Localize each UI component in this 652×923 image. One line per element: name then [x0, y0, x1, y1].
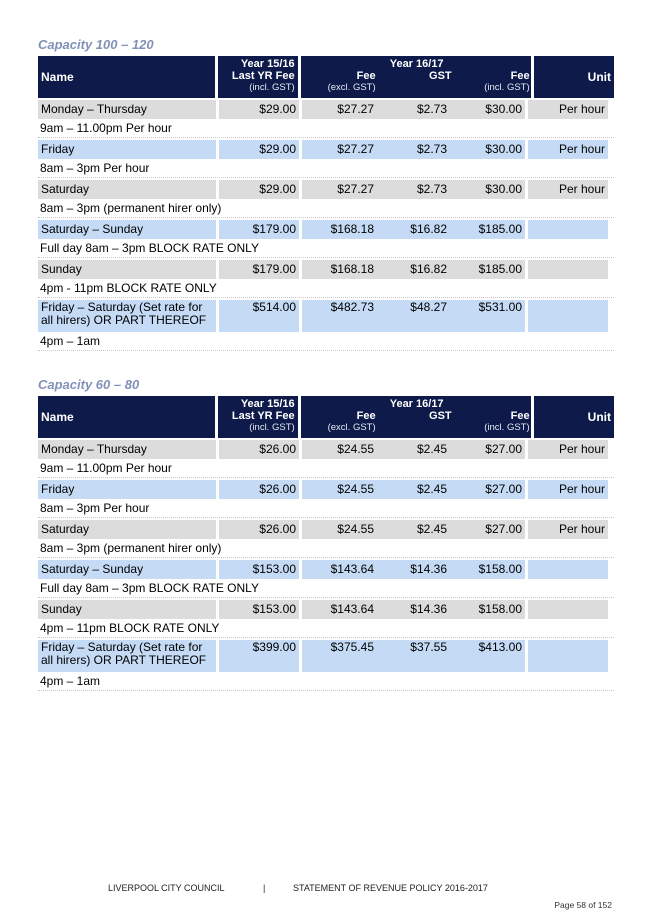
cell-name: Saturday: [38, 180, 216, 199]
cell-gst: $16.82: [377, 220, 450, 239]
table-row: [38, 140, 614, 159]
row-note: Full day 8am – 3pm BLOCK RATE ONLY: [38, 239, 614, 258]
cell-name: Monday – Thursday: [38, 440, 216, 459]
table-header: [38, 56, 614, 98]
cell-name: Sunday: [38, 260, 216, 279]
cell-last-yr-fee: $26.00: [219, 520, 299, 539]
header-year-16-17: Year 16/17 Fee (excl. GST) GST Fee (incl. GST): [301, 396, 532, 438]
cell-unit: Per hour: [528, 480, 608, 499]
cell-last-yr-fee: $29.00: [219, 180, 299, 199]
cell-gst: $2.45: [377, 520, 450, 539]
cell-fee-excl-gst: $168.18: [302, 220, 377, 239]
cell-fee-incl-gst: $158.00: [450, 600, 525, 619]
cell-last-yr-fee: $26.00: [219, 440, 299, 459]
cell-fee-incl-gst: $27.00: [450, 520, 525, 539]
cell-unit: Per hour: [528, 100, 608, 119]
row-note: Full day 8am – 3pm BLOCK RATE ONLY: [38, 579, 614, 598]
row-note: 8am – 3pm Per hour: [38, 159, 614, 178]
table-row: [38, 100, 614, 119]
section-capacity-100-120: [38, 36, 614, 351]
cell-fee-excl-gst: $24.55: [302, 440, 377, 459]
cell-unit: Per hour: [528, 140, 608, 159]
cell-unit: [528, 300, 608, 332]
table-row: [38, 260, 614, 279]
cell-fee-incl-gst: $158.00: [450, 560, 525, 579]
cell-gst: $14.36: [377, 560, 450, 579]
section-title: Capacity 100 – 120: [38, 37, 154, 52]
cell-unit: [528, 220, 608, 239]
cell-gst: $2.73: [377, 140, 450, 159]
table-row: [38, 220, 614, 239]
cell-fee-incl-gst: $413.00: [450, 640, 525, 672]
cell-name: Friday: [38, 140, 216, 159]
footer-org: LIVERPOOL CITY COUNCIL: [108, 883, 225, 893]
cell-last-yr-fee: $179.00: [219, 260, 299, 279]
header-last-yr-fee: Year 15/16 Last YR Fee (incl. GST): [218, 56, 298, 98]
cell-last-yr-fee: $153.00: [219, 600, 299, 619]
table-row: [38, 600, 614, 619]
cell-last-yr-fee: $29.00: [219, 140, 299, 159]
cell-unit: [528, 640, 608, 672]
table-row: [38, 300, 614, 332]
cell-fee-excl-gst: $24.55: [302, 480, 377, 499]
cell-fee-excl-gst: $24.55: [302, 520, 377, 539]
cell-fee-incl-gst: $30.00: [450, 100, 525, 119]
section-capacity-60-80: [38, 376, 614, 691]
cell-fee-incl-gst: $185.00: [450, 260, 525, 279]
cell-name: Saturday – Sunday: [38, 220, 216, 239]
cell-fee-excl-gst: $168.18: [302, 260, 377, 279]
cell-fee-incl-gst: $30.00: [450, 180, 525, 199]
cell-gst: $2.73: [377, 100, 450, 119]
cell-name: Saturday: [38, 520, 216, 539]
table-row: [38, 440, 614, 459]
row-note: 8am – 3pm (permanent hirer only): [38, 199, 614, 218]
cell-gst: $48.27: [377, 300, 450, 332]
cell-fee-incl-gst: $531.00: [450, 300, 525, 332]
cell-name: Sunday: [38, 600, 216, 619]
cell-last-yr-fee: $29.00: [219, 100, 299, 119]
cell-fee-excl-gst: $143.64: [302, 600, 377, 619]
header-name: Name: [38, 396, 215, 438]
cell-last-yr-fee: $179.00: [219, 220, 299, 239]
row-note: 4pm - 11pm BLOCK RATE ONLY: [38, 279, 614, 298]
cell-last-yr-fee: $153.00: [219, 560, 299, 579]
row-note: 8am – 3pm Per hour: [38, 499, 614, 518]
cell-gst: $37.55: [377, 640, 450, 672]
cell-gst: $2.73: [377, 180, 450, 199]
cell-last-yr-fee: $26.00: [219, 480, 299, 499]
cell-unit: Per hour: [528, 520, 608, 539]
cell-name: Saturday – Sunday: [38, 560, 216, 579]
row-note: 8am – 3pm (permanent hirer only): [38, 539, 614, 558]
cell-last-yr-fee: $399.00: [219, 640, 299, 672]
cell-name: Friday – Saturday (Set rate for all hirers) OR PART THEREOF: [38, 640, 216, 672]
table-row: [38, 480, 614, 499]
page-number: Page 58 of 152: [554, 900, 612, 910]
cell-fee-incl-gst: $27.00: [450, 480, 525, 499]
cell-name: Friday – Saturday (Set rate for all hirers) OR PART THEREOF: [38, 300, 216, 332]
cell-gst: $2.45: [377, 480, 450, 499]
header-year-16-17: Year 16/17 Fee (excl. GST) GST Fee (incl. GST): [301, 56, 532, 98]
cell-fee-excl-gst: $375.45: [302, 640, 377, 672]
footer-doc-title: STATEMENT OF REVENUE POLICY 2016-2017: [293, 883, 488, 893]
footer-separator: |: [263, 883, 266, 893]
cell-fee-incl-gst: $185.00: [450, 220, 525, 239]
header-unit: Unit: [534, 396, 614, 438]
cell-name: Monday – Thursday: [38, 100, 216, 119]
row-note: 9am – 11.00pm Per hour: [38, 459, 614, 478]
cell-fee-excl-gst: $27.27: [302, 140, 377, 159]
cell-name: Friday: [38, 480, 216, 499]
cell-gst: $14.36: [377, 600, 450, 619]
table-row: [38, 560, 614, 579]
table-row: [38, 520, 614, 539]
row-note: 4pm – 1am: [38, 332, 614, 351]
table-row: [38, 180, 614, 199]
table-row: [38, 640, 614, 672]
row-note: 9am – 11.00pm Per hour: [38, 119, 614, 138]
section-title: Capacity 60 – 80: [38, 377, 140, 392]
header-unit: Unit: [534, 56, 614, 98]
cell-fee-excl-gst: $143.64: [302, 560, 377, 579]
cell-gst: $2.45: [377, 440, 450, 459]
table-header: [38, 396, 614, 438]
cell-unit: [528, 560, 608, 579]
cell-fee-excl-gst: $27.27: [302, 180, 377, 199]
row-note: 4pm – 11pm BLOCK RATE ONLY: [38, 619, 614, 638]
row-note: 4pm – 1am: [38, 672, 614, 691]
cell-unit: [528, 600, 608, 619]
cell-unit: Per hour: [528, 180, 608, 199]
cell-fee-incl-gst: $30.00: [450, 140, 525, 159]
cell-unit: Per hour: [528, 440, 608, 459]
cell-last-yr-fee: $514.00: [219, 300, 299, 332]
cell-unit: [528, 260, 608, 279]
header-name: Name: [38, 56, 215, 98]
cell-fee-incl-gst: $27.00: [450, 440, 525, 459]
header-last-yr-fee: Year 15/16 Last YR Fee (incl. GST): [218, 396, 298, 438]
cell-fee-excl-gst: $482.73: [302, 300, 377, 332]
cell-gst: $16.82: [377, 260, 450, 279]
cell-fee-excl-gst: $27.27: [302, 100, 377, 119]
